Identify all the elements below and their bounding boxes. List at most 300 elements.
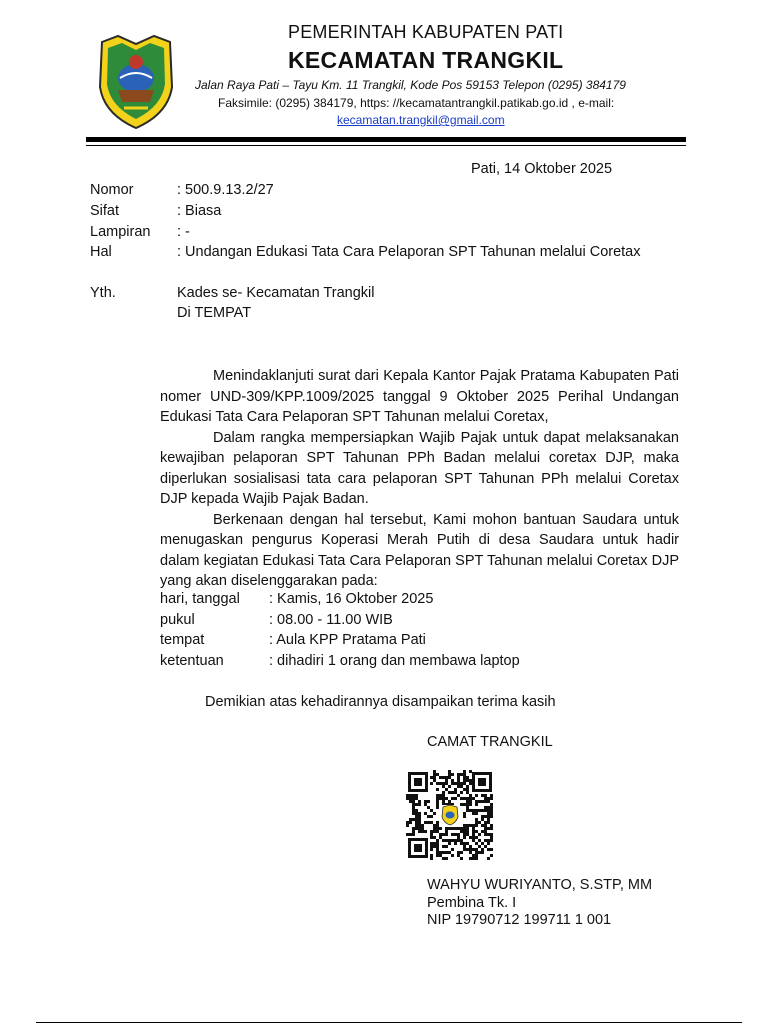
qr-module [472,827,475,830]
qr-module [487,809,490,812]
qr-module [454,827,457,830]
qr-module [487,821,490,824]
qr-module [430,842,433,845]
signatory-nip: NIP 19790712 199711 1 001 [427,912,612,928]
qr-module [454,833,457,836]
qr-module [445,857,448,860]
qr-module [487,812,490,815]
qr-module [412,806,415,809]
recipient-label: Yth. [90,285,116,301]
qr-module [412,830,415,833]
qr-module [454,782,457,785]
qr-module [463,827,466,830]
qr-module [484,824,487,827]
qr-module [430,776,433,779]
qr-module [457,827,460,830]
qr-module [424,830,427,833]
qr-module [466,779,469,782]
header-divider-thin [86,145,686,146]
qr-module [433,776,436,779]
qr-module [484,821,487,824]
letter-date: Pati, 14 Oktober 2025 [471,161,613,177]
qr-module [430,833,433,836]
qr-module [457,776,460,779]
qr-module [457,779,460,782]
qr-module [433,770,436,773]
qr-module [481,842,484,845]
qr-module [481,830,484,833]
meta-key: Sifat [90,203,120,219]
qr-module [469,836,472,839]
qr-module [463,830,466,833]
qr-module [409,818,412,821]
qr-module [478,833,481,836]
schedule-value: : Kamis, 16 Oktober 2025 [269,591,434,607]
paragraph-3: Berkenaan dengan hal tersebut, Kami mohon bantuan Saudara untuk menugaskan pengurus Koperasi Merah Putih di desa Saudara untuk hadir dalam kegiatan Edukasi Tata Cara Pelaporan SPT Tahunan melalui Coretax DJP yang akan diselenggarakan pada: [160,511,679,589]
qr-module [472,836,475,839]
qr-module [454,797,457,800]
qr-module [463,848,466,851]
qr-module [436,782,439,785]
qr-module [418,818,421,821]
qr-module [415,815,418,818]
qr-module [469,845,472,848]
qr-module [427,815,430,818]
qr-module [487,800,490,803]
qr-module [415,821,418,824]
recipient-line-1: Kades se- Kecamatan Trangkil [177,285,375,301]
qr-module [412,803,415,806]
qr-module [490,827,493,830]
qr-module [484,815,487,818]
qr-module [442,791,445,794]
qr-module [433,824,436,827]
qr-module [472,839,475,842]
district-name: KECAMATAN TRANGKIL [288,47,564,73]
qr-module [445,830,448,833]
qr-module [454,791,457,794]
qr-module [448,842,451,845]
qr-module [415,803,418,806]
qr-module [451,779,454,782]
qr-module [406,821,409,824]
qr-module [460,839,463,842]
qr-module [484,827,487,830]
qr-module [451,791,454,794]
event-schedule [160,591,680,673]
qr-module [412,812,415,815]
signatory-block [427,877,652,930]
qr-module [418,815,421,818]
qr-module [406,794,409,797]
qr-module [436,773,439,776]
qr-module [490,836,493,839]
paragraph-1: Menindaklanjuti surat dari Kepala Kantor Pajak Pratama Kabupaten Pati nomer UND-309/KPP.1009/2025 tanggal 9 Oktober 2025 Perihal Undangan Edukasi Tata Cara Pelaporan SPT Tahunan melalui Coretax, [160,368,679,425]
qr-module [460,797,463,800]
footer-divider [36,1022,742,1023]
qr-module [427,821,430,824]
qr-module [439,827,442,830]
qr-module [490,824,493,827]
schedule-key: tempat [160,632,205,648]
qr-module [490,803,493,806]
meta-key: Hal [90,244,112,260]
schedule-key: pukul [160,611,195,628]
qr-module [442,776,445,779]
qr-module [433,773,436,776]
qr-module [451,773,454,776]
qr-module [472,854,475,857]
qr-module [469,779,472,782]
qr-module [487,818,490,821]
qr-module [475,836,478,839]
government-name: PEMERINTAH KABUPATEN PATI [288,22,564,42]
qr-module [415,794,418,797]
qr-module [451,854,454,857]
qr-module [490,806,493,809]
qr-module [478,800,481,803]
qr-module [415,818,418,821]
qr-module [472,833,475,836]
qr-module [460,782,463,785]
qr-module [430,821,433,824]
qr-module [433,836,436,839]
qr-module [484,839,487,842]
letter-body [160,366,679,592]
qr-module [451,827,454,830]
qr-module [466,842,469,845]
qr-module [481,794,484,797]
qr-module [418,803,421,806]
qr-module [412,818,415,821]
qr-module [469,824,472,827]
qr-module [430,854,433,857]
qr-module [478,839,481,842]
qr-module [436,824,439,827]
qr-module [490,797,493,800]
qr-module [442,800,445,803]
qr-module [436,851,439,854]
qr-module [469,851,472,854]
meta-value: : Biasa [177,203,222,219]
qr-module [406,824,409,827]
qr-module [466,830,469,833]
qr-module [436,848,439,851]
schedule-row [160,591,680,612]
qr-module [487,857,490,860]
qr-module [412,797,415,800]
address-line-1: Jalan Raya Pati – Tayu Km. 11 Trangkil, Kode Pos 59153 Telepon (0295) 384179 [195,78,626,92]
qr-module [430,857,433,860]
qr-module [409,794,412,797]
qr-module [436,806,439,809]
address-line-2: Faksimile: (0295) 384179, https: //kecamatantrangkil.patikab.go.id , e-mail: [218,96,615,110]
qr-module [466,809,469,812]
qr-module [424,800,427,803]
qr-module [475,800,478,803]
qr-module [433,830,436,833]
qr-module [409,800,412,803]
qr-module [469,800,472,803]
qr-module [490,848,493,851]
qr-module [475,821,478,824]
qr-module [457,782,460,785]
qr-module [490,839,493,842]
qr-code-signature [406,770,494,860]
qr-module [445,788,448,791]
qr-module [460,830,463,833]
qr-module [439,851,442,854]
qr-module [484,800,487,803]
qr-module [442,782,445,785]
qr-module [475,809,478,812]
qr-module [436,830,439,833]
qr-module [457,839,460,842]
qr-module [484,797,487,800]
qr-module [433,842,436,845]
qr-module [466,800,469,803]
qr-module [475,818,478,821]
qr-module [481,851,484,854]
schedule-key: ketentuan [160,652,224,669]
qr-module [418,824,421,827]
qr-module [445,827,448,830]
qr-module [463,782,466,785]
qr-module [442,839,445,842]
qr-module [463,773,466,776]
qr-module [472,824,475,827]
schedule-value: : dihadiri 1 orang dan membawa laptop [269,652,520,669]
qr-module [487,806,490,809]
qr-module [466,803,469,806]
qr-module [460,791,463,794]
qr-module [487,842,490,845]
schedule-row [160,632,680,653]
qr-module [436,803,439,806]
qr-module [460,785,463,788]
qr-module [448,827,451,830]
qr-module [442,845,445,848]
qr-module [427,800,430,803]
qr-module [475,812,478,815]
qr-module [448,785,451,788]
qr-module [445,797,448,800]
qr-module [430,809,433,812]
qr-module [463,824,466,827]
qr-module [487,848,490,851]
qr-module [484,806,487,809]
qr-module [433,845,436,848]
qr-module [469,848,472,851]
qr-module [478,845,481,848]
qr-module [469,809,472,812]
schedule-value: : 08.00 - 11.00 WIB [269,611,393,628]
qr-module [469,857,472,860]
qr-module [430,848,433,851]
qr-module [460,857,463,860]
qr-module [445,851,448,854]
qr-module [487,797,490,800]
qr-module [481,848,484,851]
qr-module [451,839,454,842]
qr-module [460,827,463,830]
qr-module [421,824,424,827]
qr-module [469,803,472,806]
qr-module [433,812,436,815]
qr-module [475,851,478,854]
qr-module [475,803,478,806]
qr-module [490,794,493,797]
qr-module [463,776,466,779]
qr-module [481,809,484,812]
qr-module [439,797,442,800]
qr-module [439,833,442,836]
qr-module [445,833,448,836]
qr-module [442,785,445,788]
qr-module [412,827,415,830]
qr-module [475,824,478,827]
qr-module [481,800,484,803]
qr-module [439,794,442,797]
qr-module [445,776,448,779]
qr-module [457,785,460,788]
qr-module [484,845,487,848]
qr-module [445,779,448,782]
qr-module [412,794,415,797]
qr-module [463,842,466,845]
qr-module [448,791,451,794]
qr-module [463,779,466,782]
qr-module [490,812,493,815]
qr-module [466,797,469,800]
qr-module [457,773,460,776]
qr-module [451,848,454,851]
qr-module [436,800,439,803]
qr-module [481,824,484,827]
qr-module [406,833,409,836]
qr-module [490,809,493,812]
qr-module [472,812,475,815]
qr-module [463,815,466,818]
qr-module [448,773,451,776]
qr-module [421,827,424,830]
qr-module [436,854,439,857]
qr-module [439,782,442,785]
qr-module [415,797,418,800]
qr-module [421,830,424,833]
qr-module [415,827,418,830]
qr-module [451,782,454,785]
qr-module [484,833,487,836]
qr-module [412,800,415,803]
qr-module [466,806,469,809]
qr-module [442,797,445,800]
qr-module [448,770,451,773]
qr-module [436,827,439,830]
qr-module [475,842,478,845]
qr-module [430,836,433,839]
qr-module [478,809,481,812]
qr-module [406,797,409,800]
qr-module [466,776,469,779]
qr-module [463,803,466,806]
qr-module [472,830,475,833]
qr-module [475,794,478,797]
qr-module [448,776,451,779]
qr-module [442,833,445,836]
qr-module [436,794,439,797]
qr-module [463,833,466,836]
qr-module [430,782,433,785]
qr-module [436,845,439,848]
qr-module [409,833,412,836]
qr-module [436,821,439,824]
qr-module [460,842,463,845]
qr-module [463,797,466,800]
paragraph-2: Dalam rangka mempersiapkan Wajib Pajak untuk dapat melaksanakan kewajiban pelaporan SPT Tahunan PPh Badan melalui coretax DJP, maka diperlukan sosialisasi tata cara pelaporan SPT Tahunan PPh melalui Coretax DJP kepada Wajib Pajak Badan. [160,429,679,507]
qr-module [463,836,466,839]
signatory-rank: Pembina Tk. I [427,894,517,911]
qr-module [439,776,442,779]
qr-module [424,812,427,815]
email-link[interactable]: kecamatan.trangkil@gmail.com [337,113,505,127]
qr-module [472,797,475,800]
qr-module [427,806,430,809]
qr-module [478,851,481,854]
qr-module [418,800,421,803]
qr-module [454,842,457,845]
qr-module [490,815,493,818]
qr-module [475,830,478,833]
qr-module [472,848,475,851]
header-divider-thick [86,137,686,142]
qr-module [487,815,490,818]
schedule-row [160,653,680,674]
qr-module [415,809,418,812]
qr-module [469,782,472,785]
qr-module [466,785,469,788]
qr-module [487,833,490,836]
qr-module [460,851,463,854]
schedule-value: : Aula KPP Pratama Pati [269,632,426,648]
qr-module [463,770,466,773]
meta-value: : - [177,224,190,240]
qr-module [466,833,469,836]
qr-module [466,827,469,830]
qr-module [445,782,448,785]
qr-module [481,818,484,821]
qr-module [448,839,451,842]
qr-module [409,821,412,824]
qr-module [463,788,466,791]
qr-module [490,833,493,836]
qr-module [475,854,478,857]
qr-module [457,833,460,836]
qr-module [466,788,469,791]
qr-module [487,839,490,842]
qr-module [445,845,448,848]
qr-module [436,839,439,842]
qr-module [463,845,466,848]
qr-module [457,851,460,854]
qr-module [415,812,418,815]
qr-module [442,857,445,860]
qr-module [454,788,457,791]
qr-module [409,797,412,800]
qr-module [478,821,481,824]
signatory-title: CAMAT TRANGKIL [427,734,553,750]
qr-module [436,842,439,845]
